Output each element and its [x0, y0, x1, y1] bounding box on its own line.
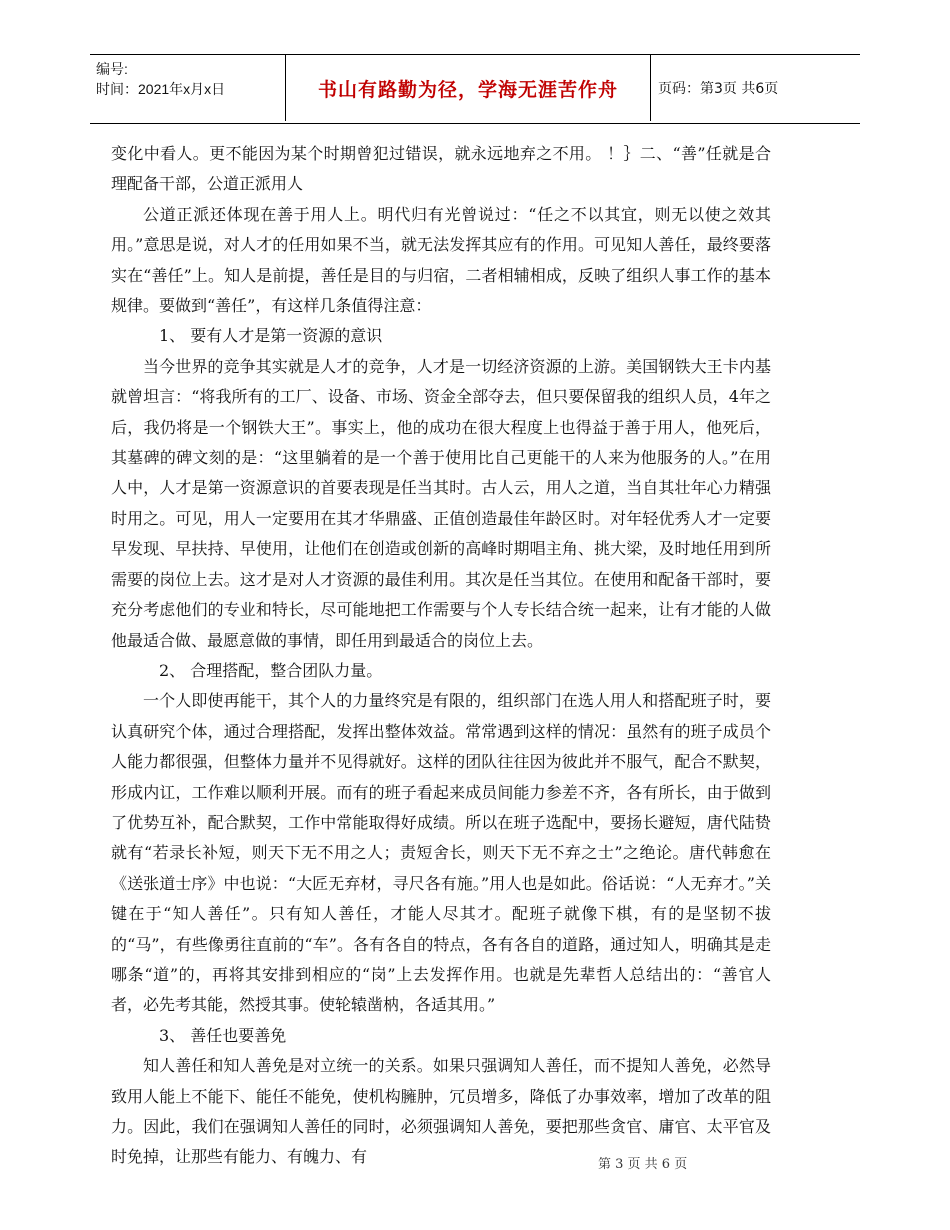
- page-header: [90, 54, 860, 124]
- document-time-label: 时间：2021年x月x日: [96, 81, 226, 97]
- section-heading: 1、 要有人才是第一资源的意识: [159, 326, 383, 346]
- header-motto: 书山有路勤为径，学海无涯苦作舟: [317, 78, 618, 101]
- page-footer: 第 3 页 共 6 页: [598, 1157, 688, 1172]
- header-meta: [96, 59, 286, 99]
- document-number-label: 编号:: [96, 61, 128, 77]
- body-paragraph: 公道正派还体现在善于用人上。明代归有光曾说过：“任之不以其宜，则无以使之效其用。”意思是说，对人才的任用如果不当，就无法发挥其应有的作用。可见知人善任，最终要落实在“善任”上。知人是前提，善任是目的与归宿，二者相辅相成，反映了组织人事工作的基本规律。要做到“善任”，有这样几条值得注意：: [111, 204, 771, 316]
- body-paragraph: 当今世界的竞争其实就是人才的竞争，人才是一切经济资源的上游。美国钢铁大王卡内基就曾坦言：“将我所有的工厂、设备、市场、资金全部夺去，但只要保留我的组织人员，4年之后，我仍将是一个钢铁大王”。事实上，他的成功在很大程度上也得益于善于用人，他死后，其墓碑的碑文刻的是：“这里躺着的是一个善于使用比自己更能干的人来为他服务的人。”在用人中，人才是第一资源意识的首要表现是任当其时。古人云，用人之道，当自其壮年心力精强时用之。可见，用人一定要用在其才华鼎盛、正值创造最佳年龄区时。对年轻优秀人才一定要早发现、早扶持、早使用，让他们在创造或创新的高峰时期唱主角、挑大梁，及时地任用到所需要的岗位上去。这才是对人才资源的最佳利用。其次是任当其位。在使用和配备干部时，要充分考虑他们的专业和特长，尽可能地把工作需要与个人专长结合统一起来，让有才能的人做他最适合做、最愿意做的事情，即任用到最适合的岗位上去。: [111, 356, 771, 650]
- section-heading: 2、 合理搭配，整合团队力量。: [159, 660, 383, 680]
- header-divider: [650, 55, 651, 121]
- section-heading: 3、 善任也要善免: [159, 1025, 287, 1045]
- body-paragraph: 一个人即使再能干，其个人的力量终究是有限的，组织部门在选人用人和搭配班子时，要认真研究个体，通过合理搭配，发挥出整体效益。常常遇到这样的情况：虽然有的班子成员个人能力都很强，但整体力量并不见得就好。这样的团队往往因为彼此并不服气，配合不默契，形成内讧，工作难以顺利开展。而有的班子看起来成员间能力参差不齐，各有所长，由于做到了优势互补，配合默契，工作中常能取得好成绩。所以在班子选配中，要扬长避短，唐代陆贽就有“若录长补短，则天下无不用之人；责短舍长，则天下无不弃之士”之绝论。唐代韩愈在《送张道士序》中也说：“大匠无弃材，寻尺各有施。”用人也是如此。俗话说：“人无弃才。”关键在于“知人善任”。只有知人善任，才能人尽其才。配班子就像下棋，有的是坚韧不拔的“马”，有些像勇往直前的“车”。各有各自的特点，各有各自的道路，通过知人，明确其是走哪条“道”的，再将其安排到相应的“岗”上去发挥作用。也就是先辈哲人总结出的：“善官人者，必先考其能，然授其事。使轮辕凿枘，各适其用。”: [111, 691, 771, 1015]
- document-body: [111, 139, 771, 1173]
- header-page-info: 页码：第3页 共6页: [658, 81, 779, 97]
- body-paragraph: 变化中看人。更不能因为某个时期曾犯过错误，就永远地弃之不用。 ！｝二、“善”任就是合理配备干部，公道正派用人: [111, 144, 771, 194]
- body-paragraph: 知人善任和知人善免是对立统一的关系。如果只强调知人善任，而不提知人善免，必然导致用人能上不能下、能任不能免，使机构臃肿，冗员增多，降低了办事效率，增加了改革的阻力。因此，我们在强调知人善任的同时，必须强调知人善免，要把那些贪官、庸官、太平官及时免掉，让那些有能力、有魄力、有: [111, 1056, 771, 1167]
